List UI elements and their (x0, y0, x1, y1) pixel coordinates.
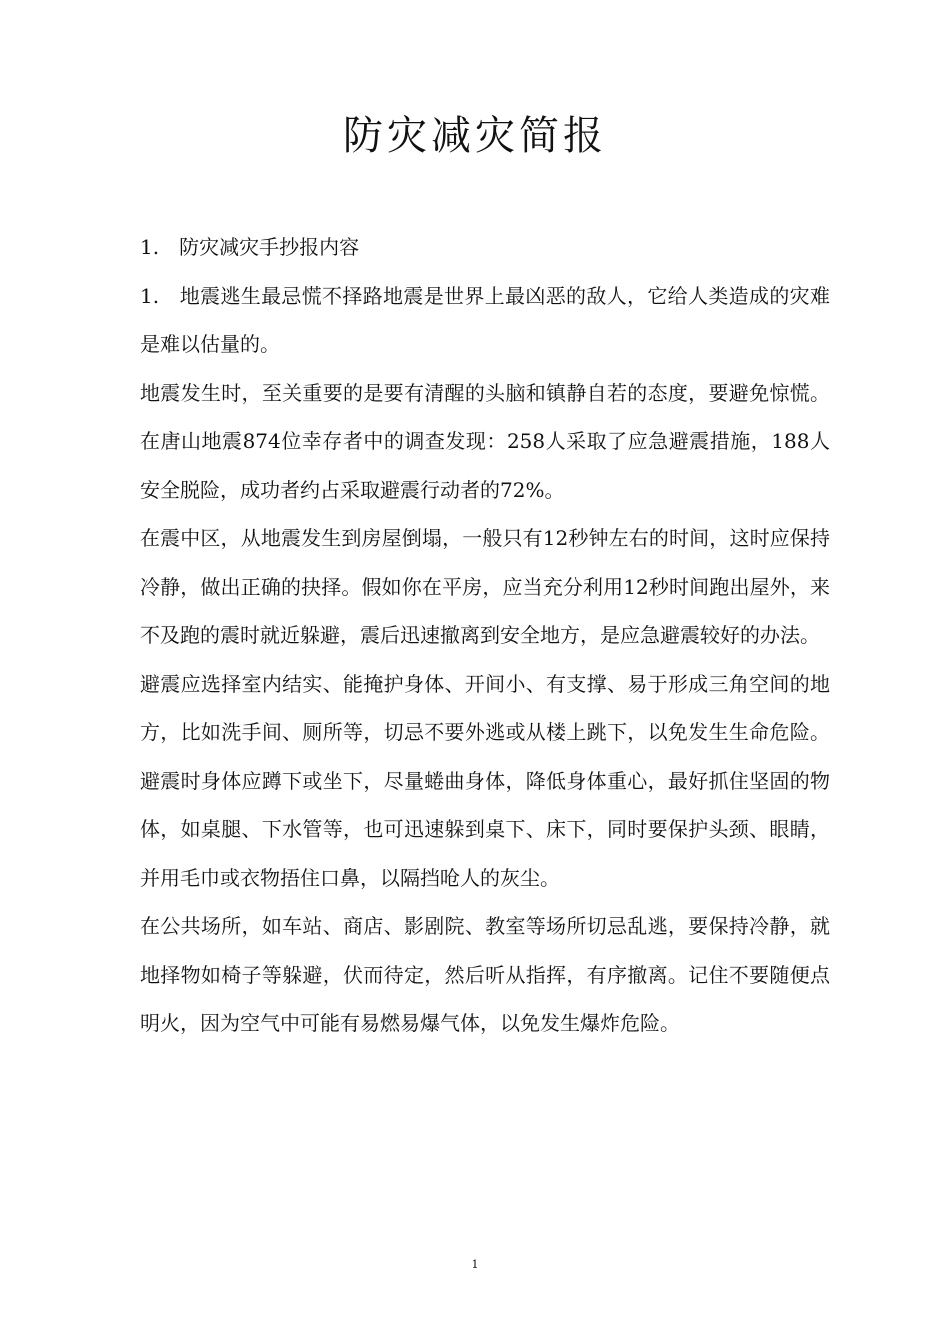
paragraph-epicenter: 在震中区，从地震发生到房屋倒塌，一般只有12秒钟左右的时间，这时应保持冷静，做出正确的抉择。假如你在平房，应当充分利用12秒时间跑出屋外，来不及跑的震时就近躲避，震后迅速撤离到安全地方，是应急避震较好的办法。 (140, 526, 830, 647)
paragraph-shelter: 避震应选择室内结实、能掩护身体、开间小、有支撑、易于形成三角空间的地方，比如洗手间、厕所等，切忌不要外逃或从楼上跳下，以免发生生命危险。避震时身体应蹲下或坐下，尽量蜷曲身体，降低身体重心，最好抓住坚固的物体，如桌腿、下水管等，也可迅速躲到桌下、床下，同时要保护头颈、眼睛，并用毛巾或衣物捂住口鼻，以隔挡呛人的灰尘。 (140, 671, 830, 890)
paragraph-heading: 1. 防灾减灾手抄报内容 (140, 235, 360, 259)
paragraph-intro: 1. 地震逃生最忌慌不择路地震是世界上最凶恶的敌人，它给人类造成的灾难是难以估量的。 (140, 283, 830, 356)
paragraph-public-places: 在公共场所，如车站、商店、影剧院、教室等场所切忌乱逃，要保持冷静，就地择物如椅子等躲避，伏而待定，然后听从指挥，有序撤离。记住不要随便点明火，因为空气中可能有易燃易爆气体，以免发生爆炸危险。 (140, 914, 830, 1035)
paragraph-survey: 地震发生时，至关重要的是要有清醒的头脑和镇静自若的态度，要避免惊慌。在唐山地震874位幸存者中的调查发现：258人采取了应急避震措施，188人安全脱险，成功者约占采取避震行动者的72%。 (140, 380, 830, 502)
page-number: 1 (471, 1258, 479, 1271)
document-title: 防灾减灾简报 (343, 113, 607, 159)
document-body (140, 223, 830, 1048)
